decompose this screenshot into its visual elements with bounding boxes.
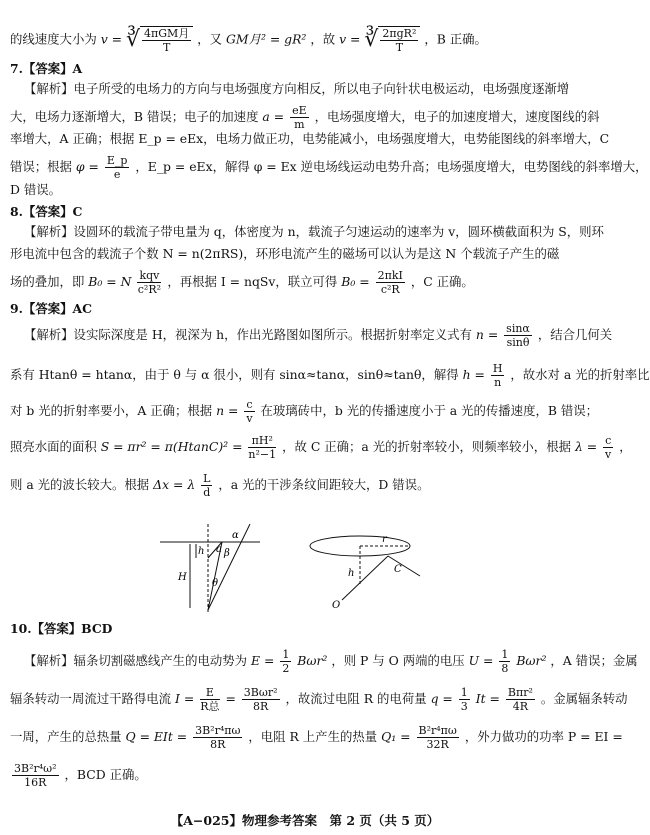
text: 场的叠加，即 (10, 274, 85, 289)
frac-num: E (200, 686, 219, 700)
answer-heading: 9.【答案】AC (10, 301, 92, 316)
label-r: r (382, 534, 387, 545)
frac-den: 2 (282, 662, 290, 675)
label-O: O (332, 600, 341, 611)
frac-num: πH² (248, 434, 276, 448)
text: 。金属辐条转动 (540, 691, 628, 706)
text: ，故 (310, 31, 336, 47)
text-line (10, 154, 648, 181)
frac-den: v (605, 448, 612, 461)
text: ，则 P 与 O 两端的电压 (331, 653, 465, 668)
formula-v1: v = (100, 31, 123, 47)
frac-s (248, 434, 276, 461)
refracted-ray (208, 524, 250, 610)
frac-num: 3B²r⁴ω² (14, 762, 57, 775)
label-theta: θ (212, 578, 219, 589)
frac-lam (603, 434, 613, 461)
frac-den: 4R (512, 700, 529, 713)
frac-den: T (162, 41, 171, 54)
frac-nc (244, 398, 254, 425)
label-hh: h (348, 568, 355, 579)
text: ，再根据 I = nqSv，联立可得 (167, 274, 338, 289)
text: 则 a 光的波长较大。根据 (10, 477, 150, 492)
formula: U = (468, 653, 494, 668)
formula: Bωr² (297, 653, 328, 668)
frac-h (491, 362, 505, 389)
frac-num: eE (292, 104, 307, 117)
formula: λ = (574, 439, 598, 454)
label-beta: β (224, 548, 230, 559)
formula: φ = (75, 159, 99, 174)
frac-num: 2πgR² (382, 27, 417, 40)
frac-i2 (242, 686, 280, 713)
text-line (10, 269, 600, 296)
formula: Bωr² (516, 653, 547, 668)
text-line: 率增大，A 正确；根据 E_p = eEx，电场力做正功，电势能减小，电场强度增大，电势能图线的斜率增大，C (10, 131, 610, 146)
frac-u (499, 648, 510, 675)
frac-den: 8 (501, 662, 509, 675)
label-a: a (216, 544, 222, 555)
frac-den: n²−1 (248, 448, 277, 461)
formula: B₀ = (341, 274, 370, 289)
frac-q2 (506, 686, 535, 713)
frac-b0 (137, 269, 161, 296)
label-C: C (394, 564, 402, 575)
frac-q1 (459, 686, 470, 713)
text: ，结合几何关 (537, 327, 613, 342)
frac-den: 8R (210, 738, 226, 751)
text-line: 形电流中包含的载流子个数 N = n(2πRS)，环形电流产生的磁场可以认为是这 N 个载流子产生的磁 (10, 246, 560, 261)
text: 辐条转动一周流过干路得电流 (10, 691, 172, 706)
frac-num: 3Bωr² (243, 686, 278, 699)
text: ，C 正确。 (410, 274, 474, 289)
frac-den: c²R (380, 283, 400, 296)
text: ，a 光的干涉条纹间距较大，D 错误。 (218, 477, 430, 492)
formula: h = (462, 367, 485, 382)
formula: B₀ = N (88, 274, 132, 289)
frac-num: 3B²r⁴πω (195, 724, 241, 737)
formula: = (225, 691, 236, 706)
frac-den: d (203, 486, 211, 499)
frac-num: 1 (501, 648, 509, 661)
sqrt-v1: ∛ $\frac{\text{4πGM月}}{T}$ (126, 26, 193, 54)
label-h: h (198, 546, 205, 557)
text-line (10, 472, 600, 499)
text: ，电场强度增大，电子的加速度增大，速度图线的斜 (314, 109, 600, 124)
frac-den: R总 (200, 700, 220, 713)
frac-b0b (376, 269, 405, 296)
text-line (10, 362, 650, 389)
text: 错误；根据 (10, 159, 72, 174)
text: 对 b 光的折射率要小，A 正确；根据 (10, 403, 213, 418)
text-line: 【解析】电子所受的电场力的方向与电场强度方向相反，所以电子向针状电极运动，电场强度逐渐增 (24, 81, 570, 96)
text: ，故流过电阻 R 的电荷量 (285, 691, 427, 706)
text-line (24, 322, 613, 349)
formula: I = (175, 691, 195, 706)
frac-den: v (246, 412, 253, 425)
frac-den: m (294, 118, 305, 131)
frac-den: 32R (426, 738, 449, 751)
frac-num: H (492, 362, 503, 375)
text: ，B 正确。 (424, 31, 487, 47)
text: ，E_p = eEx，解得 φ = Ex 逆电场线运动电势升高；电场强度增大，电势图线的斜率增大， (135, 159, 648, 174)
frac-den: sinθ (506, 336, 530, 349)
text: ，BCD 正确。 (64, 767, 147, 782)
text-line (10, 762, 600, 789)
label-H: H (178, 572, 187, 583)
answer-heading: 10.【答案】BCD (10, 621, 113, 636)
text: ，又 (197, 31, 223, 47)
formula-v2: v = (339, 31, 361, 47)
frac-num: E_p (106, 154, 128, 167)
frac-num: L (203, 472, 211, 485)
frac-num: c (246, 398, 253, 411)
frac-phi (105, 154, 130, 181)
text-line (10, 398, 600, 425)
answer-heading: 8.【答案】C (10, 204, 83, 219)
text: 一周，产生的总热量 (10, 729, 122, 744)
text: 系有 Htanθ = htanα，由于 θ 与 α 很小，则有 sinα≈tanα，sinθ≈tanθ，解得 (10, 367, 459, 382)
formula-gm: GM月² = gR² (225, 31, 307, 47)
sqrt-v2: ∛ $\frac{\text{2πgR²}}{T}$ (364, 26, 420, 54)
text-line: D 错误。 (10, 182, 62, 197)
frac-num: 2πkI (377, 269, 403, 282)
frac-n (504, 322, 532, 349)
frac-num: 1 (282, 648, 290, 661)
answer-heading: 7.【答案】A (10, 61, 83, 76)
formula: Q = EIt = (125, 729, 188, 744)
text-line (10, 104, 600, 131)
formula: E = (250, 653, 275, 668)
text-line (10, 724, 623, 751)
frac-num: kqv (139, 269, 160, 282)
optics-figure (160, 524, 460, 614)
page-footer: 【A−025】物理参考答案 第 2 页（共 5 页） (170, 813, 440, 828)
formula: q = (430, 691, 453, 706)
text: ，A 错误；金属 (550, 653, 638, 668)
text: ，外力做功的功率 P = EI = (464, 729, 623, 744)
frac-num: c (605, 434, 612, 447)
text: ，故 C 正确；a 光的折射率较小，则频率较小，根据 (282, 439, 571, 454)
text-line (10, 434, 632, 461)
frac-dx (201, 472, 212, 499)
frac-Q (193, 724, 242, 751)
text: 【解析】设实际深度是 H，视深为 h，作出光路图如图所示。根据折射率定义式有 (24, 327, 472, 342)
frac-Q1 (417, 724, 459, 751)
frac-e (280, 648, 291, 675)
frac-num: B²r⁴πω (418, 724, 457, 737)
formula: It = (475, 691, 500, 706)
frac-num: sinα (506, 322, 530, 335)
text: 照亮水面的面积 (10, 439, 97, 454)
frac-den: c²R² (137, 283, 162, 296)
frac-num: Bπr² (507, 686, 533, 699)
formula: a = (262, 109, 285, 124)
text: 的线速度大小为 (10, 31, 97, 47)
frac-den: 3 (460, 700, 468, 713)
formula: n = (216, 403, 239, 418)
reflected-ray (388, 556, 420, 576)
text: 在玻璃砖中，b 光的传播速度小于 a 光的传播速度，B 错误； (260, 403, 599, 418)
formula: n = (475, 327, 499, 342)
label-alpha: α (232, 530, 239, 541)
frac-den: 16R (24, 776, 47, 789)
text: 【解析】辐条切割磁感线产生的电动势为 (24, 653, 248, 668)
frac-den: e (113, 168, 121, 181)
formula: Q₁ = (381, 729, 411, 744)
frac-num: 4πGM月 (144, 27, 190, 40)
formula: Δx = λ (153, 477, 196, 492)
frac-i1 (200, 686, 219, 713)
line-velocity (10, 26, 600, 54)
text-line (10, 686, 628, 713)
text: ，故水对 a 光的折射率比 (510, 367, 650, 382)
frac-den: T (395, 41, 404, 54)
formula: S = πr² = π(HtanC)² = (100, 439, 243, 454)
text-line: 【解析】设圆环的载流子带电量为 q，体密度为 n，载流子匀速运动的速率为 v，圆环横截面积为 S，则环 (24, 224, 604, 239)
frac-den: 8R (253, 700, 269, 713)
text: ，电阻 R 上产生的热量 (248, 729, 378, 744)
frac-a (290, 104, 309, 131)
frac-den: n (494, 376, 502, 389)
frac-num: 1 (460, 686, 468, 699)
text: 大，电场力逐渐增大，B 错误；电子的加速度 (10, 109, 259, 124)
frac-P (12, 762, 59, 789)
text: ， (619, 439, 632, 454)
text-line (24, 648, 638, 675)
